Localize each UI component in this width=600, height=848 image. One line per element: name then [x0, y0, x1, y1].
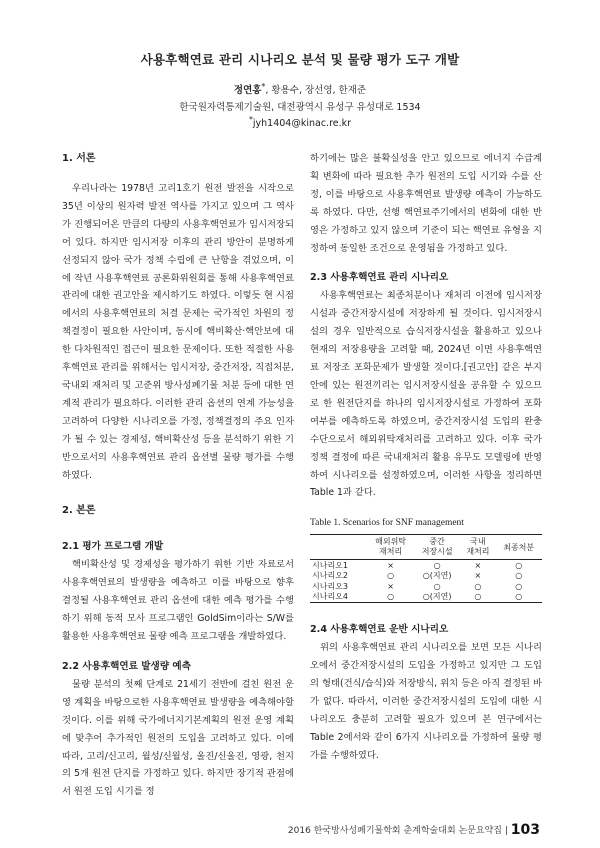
- table-corner: [310, 535, 367, 548]
- table-cell: ○(지연): [422, 571, 452, 581]
- table-cell: ○: [495, 592, 542, 603]
- footer-proceedings: 2016 한국방사성폐기물학회 춘계학술대회 논문요약집: [287, 826, 502, 836]
- table-cell: ○: [367, 592, 414, 603]
- header-interim-storage-1: 중간: [414, 535, 461, 548]
- row-label: 시나리오3: [312, 581, 349, 591]
- table-row: [310, 592, 542, 603]
- table-cell: ○: [433, 560, 441, 570]
- table-cell: ○(지연): [414, 592, 461, 603]
- header-overseas-reprocessing-2: 재처리: [367, 547, 414, 560]
- section-heading-intro: 1. 서론: [62, 153, 96, 164]
- page-footer: [288, 822, 540, 838]
- section-heading-body: 2. 본론: [62, 505, 96, 517]
- subsection-heading-2-1: 2.1 평가 프로그램 개발: [62, 541, 164, 553]
- email-line: [0, 115, 600, 129]
- table-cell: ○: [515, 581, 523, 591]
- paragraph-2-2-continued: 하기에는 많은 불확실성을 안고 있으므로 에너지 수급계획 변화에 따라 필요한 추가 원전의 도입 시기와 수를 산정, 이를 바탕으로 사용후핵연료 발생량 예측이 가능하도록 하였다. 다만, 선행 핵연료주기에서의 변화에 대한 반영은 가정하고 있지 않으며 기준이 되는 핵연료 유형을 지정하여 동일한 조건으로 운영됨을 가정하고 있다.: [310, 153, 542, 254]
- paragraph-2-2: 물량 분석의 첫째 단계로 21세기 전반에 걸친 원전 운영 계획을 바탕으로한 사용후핵연료 발생량을 예측해야할 것이다. 이를 위해 국가에너지기본계획의 원전 운영 계획에 맞추어 추가적인 원전의 도입을 고려하고 있다. 이에 따라, 고리/신고리, 월성/신월성, 울진/신울진, 영광, 천지의 5개 원전 단지를 가정하고 있다. 하지만 장기적 관점에서 원전 도입 시기를 정: [62, 678, 294, 798]
- subsection-heading-2-2: 2.2 사용후핵연료 발생량 예측: [62, 660, 191, 672]
- header-domestic-reprocessing-2: 재처리: [460, 547, 495, 560]
- header-domestic-reprocessing-1: 국내: [460, 535, 495, 548]
- affiliation: 한국원자력통제기술원, 대전광역시 유성구 유성대로 1534: [179, 102, 421, 113]
- table-corner-2: [310, 547, 367, 560]
- header-final-disposal: 최종처분: [495, 535, 542, 560]
- row-label: 시나리오2: [312, 571, 349, 581]
- table-cell: ○: [433, 581, 441, 591]
- paragraph-2-4: 위의 사용후핵연료 관리 시나리오를 보면 모든 시나리오에서 중간저장시설의 도입을 가정하고 있지만 그 도입의 형태(건식/습식)와 저장방식, 위치 등은 아직 결정된 바가 없다. 따라서, 이러한 중간저장시설의 도입에 대한 시나리오도 충분히 고려할 필요가 있으며 본 연구에서는 Table 2에서와 같이 6가지 시나리오를 가정하여 물량 평가를 수행하였다.: [310, 642, 542, 761]
- header-overseas-reprocessing-1: 해외위탁: [367, 535, 414, 548]
- lead-author: 정연홍: [233, 85, 262, 97]
- table-cell: ×: [387, 560, 394, 570]
- table-row: [310, 581, 542, 592]
- row-label: 시나리오4: [310, 592, 367, 603]
- table-cell: ○: [460, 592, 495, 603]
- table-cell: ×: [474, 571, 482, 581]
- table-caption: Table 1. Scenarios for SNF management: [310, 518, 464, 529]
- left-column: [62, 150, 294, 801]
- author-line: [0, 82, 600, 96]
- table-row: [310, 560, 542, 571]
- table-cell: ○: [474, 581, 482, 591]
- paragraph-2-3: 사용후핵연료는 최종처분이나 재처리 이전에 임시저장시설과 중간저장시설에 저장하게 될 것이다. 임시저장시설의 경우 일반적으로 습식저장시설을 활용하고 있으나 현재의 저장용량을 고려할 때, 2024년 이면 사용후핵연료 저장조 포화문제가 발생할 것이다.[권고안] 같은 부지 안에 있는 원전끼리는 임시저장시설을 공유할 수 있으므로 한 원전단지를 하나의 임시저장시설로 가정하여 포화여부를 예측하도록 하였으며, 중간저장시설 도입의 완충수단으로서 해외위탁재처리를 고려하고 있다. 이후 국가 정책 결정에 따른 국내재처리 활용 유무도 모델링에 반영하여 시나리오를 설정하였으며, 이러한 사항을 정리하면 Table 1과 같다.: [310, 290, 542, 499]
- table-cell: ○: [515, 560, 523, 570]
- subsection-heading-2-4: 2.4 사용후핵연료 운반 시나리오: [310, 624, 449, 636]
- page-number: 103: [510, 822, 540, 838]
- table-cell: ○: [387, 571, 395, 581]
- right-column: [310, 150, 542, 765]
- scenario-table: [310, 534, 542, 603]
- email-address: jyh1404@kinac.re.kr: [252, 118, 352, 130]
- email-mark: *: [248, 115, 253, 124]
- table-cell: ×: [474, 560, 482, 570]
- table-row: [310, 571, 542, 582]
- coauthors: , 황용수, 장선영, 한재준: [265, 85, 367, 97]
- subsection-heading-2-3: 2.3 사용후핵연료 관리 시나리오: [310, 272, 449, 284]
- footer-separator: |: [504, 826, 508, 836]
- row-label: 시나리오1: [312, 560, 349, 570]
- corresponding-mark: *: [261, 82, 266, 91]
- paragraph-2-1: 핵비확산성 및 경제성을 평가하기 위한 기반 자료로서 사용후핵연료의 발생량을 예측하고 이를 바탕으로 향후 결정될 사용후핵연료 관리 옵션에 대한 예측 평가를 수행하기 위해 동적 모사 프로그램인 GoldSim이라는 S/W를 활용한 사용후핵연료 물량 예측 프로그램을 개발하였다.: [62, 559, 294, 643]
- header-interim-storage-2: 저장시설: [414, 547, 461, 560]
- intro-paragraph: 우리나라는 1978년 고리1호기 원전 발전을 시작으로 35년 이상의 원자력 발전 역사를 가지고 있으며 그 역사가 진행되어온 만큼의 다량의 사용후핵연료가 임시저장되어 있다. 하지만 임시저장 이후의 관리 방안이 분명하게 선정되지 않아 국가 정책 수립에 큰 난항을 겪었으며, 이에 작년 사용후핵연료 공론화위원회를 통해 사용후핵연료 관리에 대한 권고안을 제시하기도 하였다. 이렇듯 현 시점에서의 사용후핵연료의 처결 문제는 국가적인 차원의 정책결정이 필요한 사안이며, 동시에 핵비확산·핵안보에 대한 다차원적인 접근이 필요한 문제이다. 또한 적절한 사용후핵연료 관리를 위해서는 임시저장, 중간저장, 직접처분, 국내외 재처리 및 고준위 방사성폐기물 처분 등에 대한 연계적 관리가 필요하다. 이러한 관리 옵션의 연계 가능성을 고려하여 다양한 시나리오를 가정, 정책결정의 주요 인자가 될 수 있는 경제성, 핵비확산성 등을 분석하기 위한 기반으로서의 사용후핵연료 관리 옵션별 물량 평가를 수행하였다.: [62, 183, 294, 481]
- table-cell: ×: [387, 581, 394, 591]
- table-cell: ○: [515, 571, 523, 581]
- paper-title: 사용후핵연료 관리 시나리오 분석 및 물량 평가 도구 개발: [140, 52, 460, 67]
- table-header-row-1: [310, 535, 542, 548]
